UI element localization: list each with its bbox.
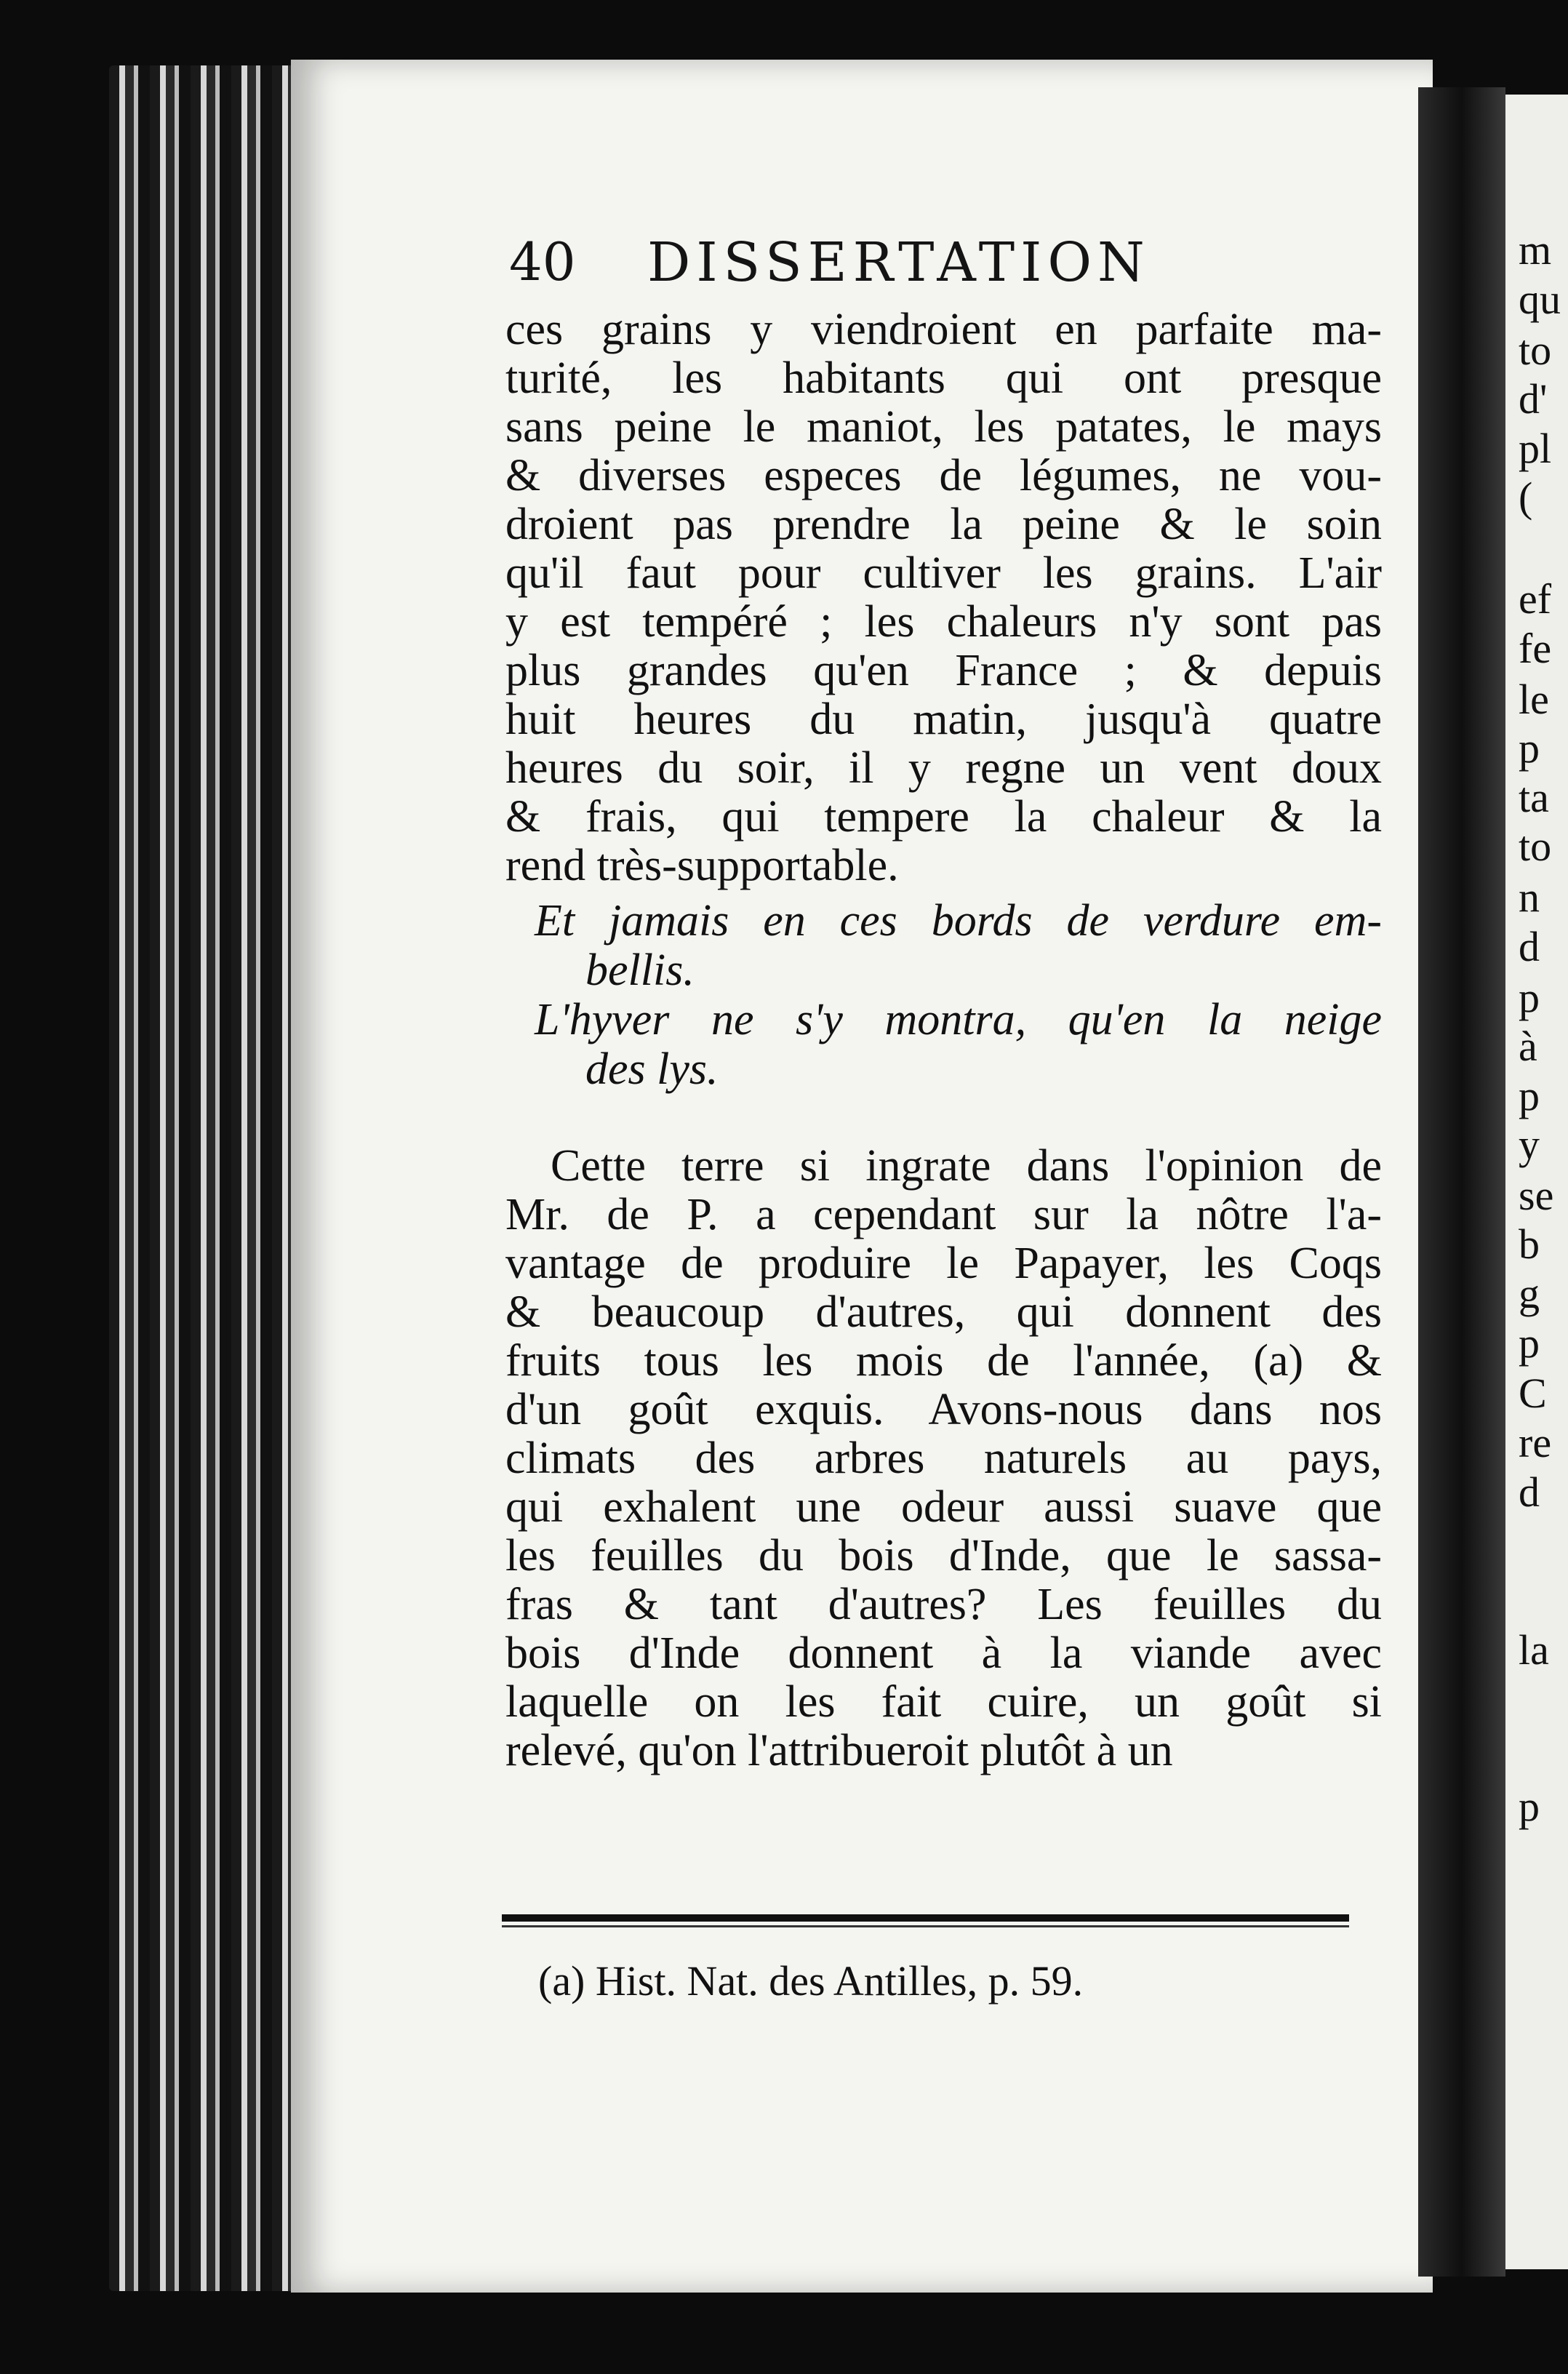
text-line: & beaucoup d'autres, qui donnent des [505,1287,1382,1337]
facing-page-text: d [1519,1468,1540,1516]
verse-line: Et jamais en ces bords de verdure em- [535,896,1382,946]
facing-page-text: n [1519,874,1540,921]
facing-page-text: p [1519,1319,1540,1367]
facing-page-text: y [1519,1121,1540,1168]
text-line: fruits tous les mois de l'année, (a) & [505,1336,1382,1386]
paragraph-2 [505,1142,1382,1775]
text-line: droient pas prendre la peine & le soin [505,500,1382,549]
text-line: & diverses especes de légumes, ne vou- [505,451,1382,500]
facing-page-text: ( [1519,473,1533,521]
text-line: rend très-supportable. [505,841,899,890]
facing-page-fragment [1505,95,1568,2269]
verse-line: L'hyver ne s'y montra, qu'en la neige [535,995,1382,1044]
facing-page-text: p [1519,724,1540,772]
text-line: & frais, qui tempere la chaleur & la [505,792,1382,842]
footnote: (a) Hist. Nat. des Antilles, p. 59. [538,1957,1084,2005]
facing-page-text: p [1519,1072,1540,1119]
facing-page-text: m [1519,226,1552,273]
verse-line: des lys. [585,1044,719,1094]
book-gutter [1418,87,1505,2277]
facing-page-text: to [1519,327,1552,374]
text-line: sans peine le maniot, les patates, le mays [505,402,1382,452]
text-line: relevé, qu'on l'attribueroit plutôt à un [505,1726,1173,1775]
facing-page-text: C [1519,1370,1547,1417]
facing-page-text: à [1519,1023,1537,1070]
facing-page-text: qu [1519,276,1561,323]
text-line: heures du soir, il y regne un vent doux [505,743,1382,793]
facing-page-text: p [1519,974,1540,1021]
text-line: vantage de produire le Papayer, les Coqs [505,1239,1382,1288]
text-line: huit heures du matin, jusqu'à quatre [505,695,1382,744]
facing-page-text: d [1519,923,1540,970]
text-line: bois d'Inde donnent à la viande avec [505,1628,1382,1678]
text-line: y est tempéré ; les chaleurs n'y sont pas [505,597,1382,647]
facing-page-text: la [1519,1626,1549,1674]
facing-page-text: le [1519,676,1549,723]
text-line: d'un goût exquis. Avons-nous dans nos [505,1385,1382,1434]
verse-quotation [535,896,1382,1094]
page-heading: DISSERTATION [647,231,1151,294]
text-line: qu'il faut pour cultiver les grains. L'air [505,548,1382,598]
facing-page-text: ef [1519,575,1552,623]
text-line: ces grains y viendroient en parfaite ma- [505,305,1382,354]
book-page-edges [109,65,305,2291]
footnote-rule [502,1914,1349,1922]
facing-page-text: p [1519,1783,1540,1830]
text-line: qui exhalent une odeur aussi suave que [505,1482,1382,1532]
facing-page-text: fe [1519,625,1552,672]
facing-page-text: se [1519,1172,1554,1219]
text-line: climats des arbres naturels au pays, [505,1434,1382,1483]
text-line: Mr. de P. a cependant sur la nôtre l'a- [505,1190,1382,1239]
verse-line: bellis. [585,946,695,995]
facing-page-text: re [1519,1419,1552,1466]
facing-page-text: b [1519,1220,1540,1268]
text-line: Cette terre si ingrate dans l'opinion de [551,1141,1382,1191]
text-line: laquelle on les fait cuire, un goût si [505,1677,1382,1727]
running-head [509,231,1251,294]
facing-page-text: g [1519,1270,1540,1317]
footnote-rule-thin [502,1925,1349,1927]
facing-page-text: ta [1519,774,1549,821]
text-line: plus grandes qu'en France ; & depuis [505,646,1382,695]
facing-page-text: pl [1519,425,1552,472]
facing-page-text: to [1519,823,1552,870]
facing-page-text: d' [1519,375,1548,423]
text-line: les feuilles du bois d'Inde, que le sassa- [505,1531,1382,1580]
paragraph-1 [505,305,1382,890]
page-number: 40 [509,231,576,292]
text-line: fras & tant d'autres? Les feuilles du [505,1580,1382,1629]
text-line: turité, les habitants qui ont presque [505,353,1382,403]
